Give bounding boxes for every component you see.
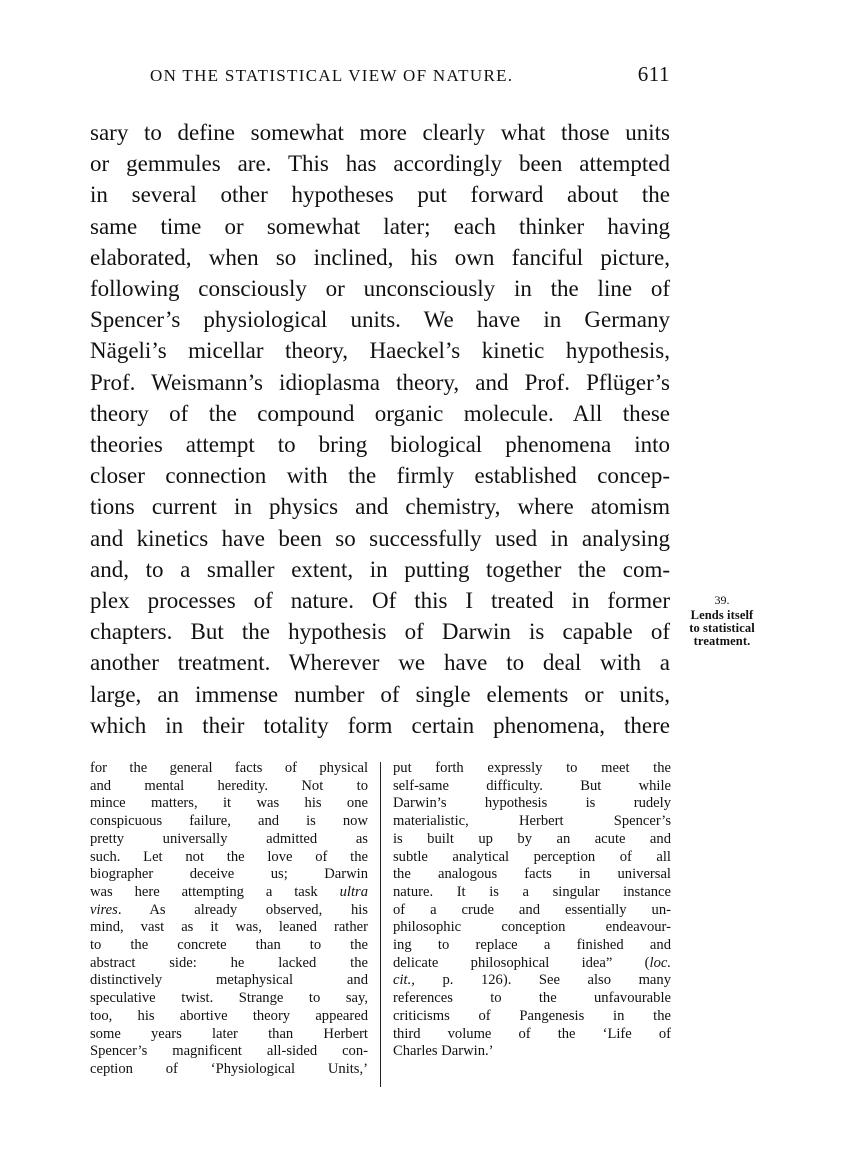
footnote-line: some years later than Herbert bbox=[90, 1025, 368, 1042]
footnote-line: materialistic, Herbert Spencer’s bbox=[393, 813, 671, 830]
text-line: theories attempt to bring biological phenomena into bbox=[90, 432, 670, 458]
text-line: and, to a smaller extent, in putting together the com- bbox=[90, 556, 670, 582]
text-line: elaborated, when so inclined, his own fanciful picture, bbox=[90, 244, 670, 270]
text-line: chapters. But the hypothesis of Darwin is capable of bbox=[90, 619, 670, 645]
text-line: closer connection with the firmly established concep- bbox=[90, 463, 670, 489]
footnote-line: self-same difficulty. But while bbox=[393, 777, 671, 794]
page-header bbox=[150, 62, 670, 90]
footnote-column-left bbox=[90, 760, 368, 1079]
footnote-line: and mental heredity. Not to bbox=[90, 777, 368, 794]
text-line: in several other hypotheses put forward about the bbox=[90, 182, 670, 208]
footnote-line: of a crude and essentially un- bbox=[393, 901, 671, 918]
text-line: or gemmules are. This has accordingly been attempted bbox=[90, 151, 670, 177]
footnote-line: Charles Darwin.’ bbox=[393, 1043, 494, 1060]
footnote-line: subtle analytical perception of all bbox=[393, 848, 671, 865]
footnote-line: pretty universally admitted as bbox=[90, 830, 368, 847]
footnote-line: ception of ‘Physiological Units,’ bbox=[90, 1060, 368, 1077]
margin-note-number: 39. bbox=[714, 593, 730, 607]
footnote-line: criticisms of Pangenesis in the bbox=[393, 1007, 671, 1024]
margin-note-line: treatment. bbox=[693, 634, 751, 648]
text-line: theory of the compound organic molecule. All these bbox=[90, 400, 670, 426]
text-line: tions current in physics and chemistry, where atomism bbox=[90, 494, 670, 520]
footnote-line: mince matters, it was his one bbox=[90, 795, 368, 812]
column-divider bbox=[380, 762, 381, 1087]
footnote-line: philosophic conception endeavour- bbox=[393, 919, 671, 936]
footnote-line: vires. As already observed, his bbox=[90, 901, 368, 918]
text-line: following consciously or unconsciously in the line of bbox=[90, 276, 670, 302]
footnote-line: cit., p. 126). See also many bbox=[393, 972, 671, 989]
footnote-line: ing to replace a finished and bbox=[393, 937, 671, 954]
text-line: Prof. Weismann’s idioplasma theory, and Prof. Pflüger’s bbox=[90, 369, 670, 395]
footnote-line: is built up by an acute and bbox=[393, 830, 671, 847]
footnote-line: to the concrete than to the bbox=[90, 937, 368, 954]
footnote-line: delicate philosophical idea” (loc. bbox=[393, 954, 671, 971]
footnotes bbox=[90, 760, 670, 1090]
text-line: which in their totality form certain phenomena, there bbox=[90, 712, 670, 738]
footnote-line: third volume of the ‘Life of bbox=[393, 1025, 671, 1042]
text-line: Spencer’s physiological units. We have in Germany bbox=[90, 307, 670, 333]
footnote-line: conspicuous failure, and is now bbox=[90, 813, 368, 830]
footnote-line: Spencer’s magnificent all-sided con- bbox=[90, 1043, 368, 1060]
page-number: 611 bbox=[637, 62, 670, 86]
footnote-line: speculative twist. Strange to say, bbox=[90, 990, 368, 1007]
footnote-line: Darwin’s hypothesis is rudely bbox=[393, 795, 671, 812]
text-line: same time or somewhat later; each thinker having bbox=[90, 213, 670, 239]
running-head: ON THE STATISTICAL VIEW OF NATURE. bbox=[150, 66, 514, 85]
text-line: and kinetics have been so successfully used in analysing bbox=[90, 525, 670, 551]
main-text bbox=[90, 117, 670, 741]
footnote-line: the analogous facts in universal bbox=[393, 866, 671, 883]
text-line: another treatment. Wherever we have to deal with a bbox=[90, 650, 670, 676]
footnote-line: distinctively metaphysical and bbox=[90, 972, 368, 989]
footnote-line: such. Let not the love of the bbox=[90, 848, 368, 865]
text-line: sary to define somewhat more clearly what those units bbox=[90, 120, 670, 145]
footnote-line: references to the unfavourable bbox=[393, 990, 671, 1007]
footnote-line: put forth expressly to meet the bbox=[393, 760, 671, 776]
footnote-column-right bbox=[393, 760, 671, 1061]
footnote-line: too, his abortive theory appeared bbox=[90, 1007, 368, 1024]
footnote-line: nature. It is a singular instance bbox=[393, 883, 671, 900]
footnote-line: mind, vast as it was, leaned rather bbox=[90, 919, 368, 936]
footnote-line: biographer deceive us; Darwin bbox=[90, 866, 368, 883]
footnote-line: abstract side: he lacked the bbox=[90, 954, 368, 971]
text-line: large, an immense number of single elements or units, bbox=[90, 681, 670, 707]
footnote-line: for the general facts of physical bbox=[90, 760, 368, 776]
text-line: Nägeli’s micellar theory, Haeckel’s kinetic hypothesis, bbox=[90, 338, 670, 364]
margin-note bbox=[676, 593, 768, 648]
margin-note-line: to statistical bbox=[689, 621, 755, 635]
margin-note-line: Lends itself bbox=[690, 608, 754, 622]
text-line: plex processes of nature. Of this I treated in former bbox=[90, 588, 670, 614]
footnote-line: was here attempting a task ultra bbox=[90, 883, 368, 900]
